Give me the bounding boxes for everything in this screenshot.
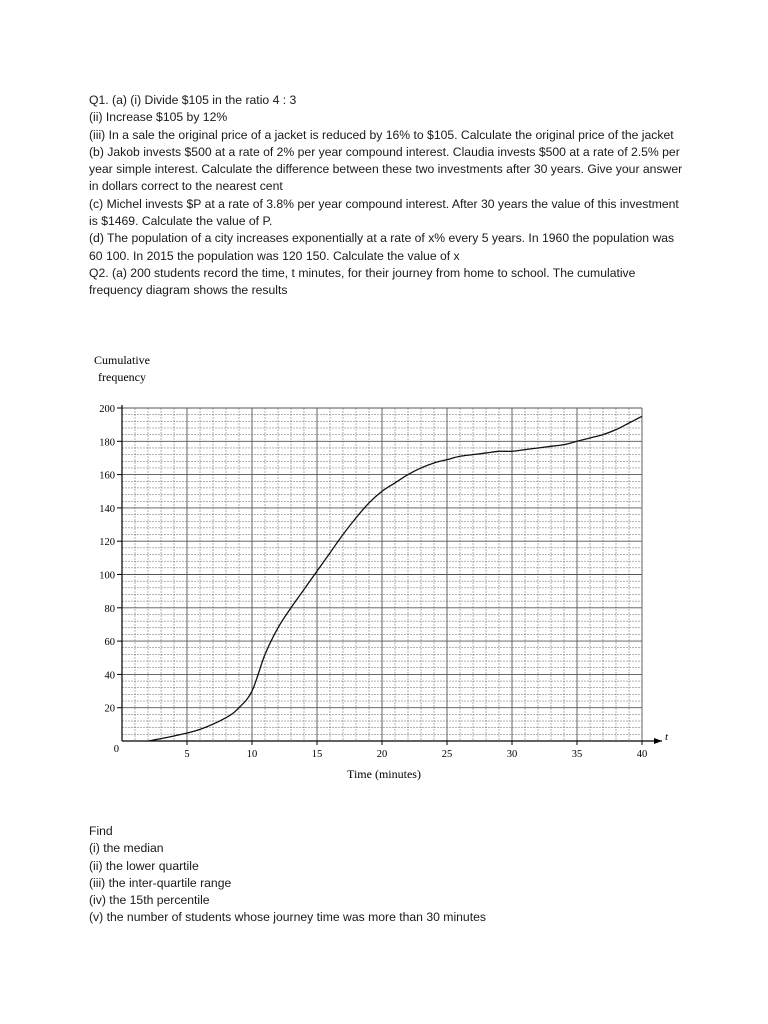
origin-label: 0 — [113, 744, 119, 755]
x-tick-label: 35 — [571, 749, 583, 760]
q1-line: (ii) Increase $105 by 12% — [89, 110, 228, 125]
find-line: (iv) the 15th percentile — [89, 893, 210, 908]
y-tick-label: 120 — [99, 537, 115, 549]
x-tick-label: 5 — [184, 749, 190, 760]
y-tick-label: 140 — [99, 503, 115, 515]
x-tick-label: 25 — [441, 749, 453, 760]
y-tick-label: 80 — [104, 603, 115, 615]
y-tick-label: 100 — [99, 570, 115, 582]
x-tick-label: 40 — [636, 749, 648, 760]
y-tick-label: 20 — [104, 703, 115, 715]
find-block — [89, 823, 689, 927]
x-tick-label: 20 — [376, 749, 388, 760]
q1-line: (b) Jakob invests $500 at a rate of 2% per year compound interest. Claudia invests $500 at a rate of 2.5% per year simple interest. Calculate the difference between these two investments after 30 years. Give your answer in dollars correct to the nearest cent — [89, 144, 683, 194]
x-tick-label: 30 — [506, 749, 518, 760]
q2-intro: Q2. (a) 200 students record the time, t minutes, for their journey from home to school. The cumulative frequency diagram shows the results — [89, 265, 636, 298]
x-tick-label: 10 — [246, 749, 258, 760]
find-line: (v) the number of students whose journey time was more than 30 minutes — [89, 910, 486, 925]
y-axis-label-line2: frequency — [98, 370, 146, 384]
grid-group — [122, 408, 642, 741]
y-axis-label-line1: Cumulative — [94, 353, 150, 367]
x-axis-arrow — [654, 738, 662, 744]
find-line: (iii) the inter-quartile range — [89, 875, 232, 890]
find-line: (i) the median — [89, 841, 164, 856]
q1-line: (iii) In a sale the original price of a jacket is reduced by 16% to $105. Calculate the original price of the jacket — [89, 127, 674, 142]
q1-line: Q1. (a) (i) Divide $105 in the ratio 4 : 3 — [89, 93, 297, 107]
y-tick-label: 180 — [99, 437, 115, 449]
y-tick-label: 60 — [104, 637, 115, 649]
y-tick-label: 40 — [104, 670, 115, 682]
find-line: (ii) the lower quartile — [89, 858, 199, 873]
q1-line: (d) The population of a city increases exponentially at a rate of x% every 5 years. In 1960 the population was 60 100. In 2015 the population was 120 150. Calculate the value of x — [89, 231, 675, 263]
x-axis-label: Time (minutes) — [347, 767, 421, 781]
y-tick-label: 200 — [99, 404, 115, 415]
y-tick-label: 160 — [99, 470, 115, 482]
find-line: Find — [89, 824, 113, 838]
x-tick-label: 15 — [311, 749, 323, 760]
x-axis-symbol: t — [665, 731, 669, 743]
q1-line: (c) Michel invests $P at a rate of 3.8% per year compound interest. After 30 years the value of this investment is $1469. Calculate the value of P. — [89, 196, 679, 229]
